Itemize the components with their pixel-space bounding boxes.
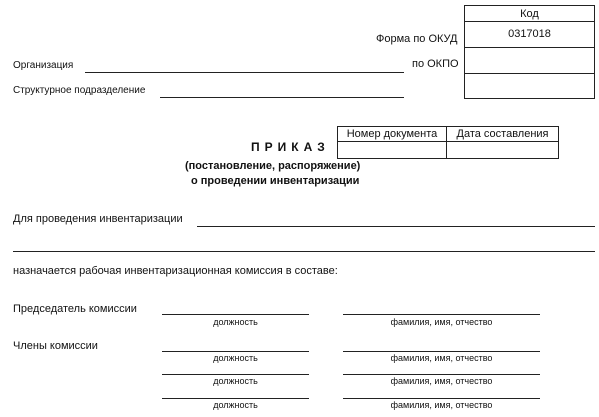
member-2-name-caption: фамилия, имя, отчество <box>390 376 493 386</box>
code-header: Код <box>464 5 595 22</box>
purpose-label: Для проведения инвентаризации <box>13 213 183 225</box>
doc-date-field[interactable] <box>446 141 559 159</box>
organization-label: Организация <box>13 60 74 71</box>
member-2-name-field[interactable] <box>343 374 540 375</box>
purpose-field-continuation[interactable] <box>13 251 595 252</box>
chair-position-field[interactable] <box>162 314 309 315</box>
member-1-name-field[interactable] <box>343 351 540 352</box>
member-2-position-caption: должность <box>213 376 258 386</box>
chair-name-field[interactable] <box>343 314 540 315</box>
document-subtitle: (постановление, распоряжение) <box>185 160 361 172</box>
doc-number-header: Номер документа <box>337 126 447 142</box>
member-3-name-field[interactable] <box>343 398 540 399</box>
member-3-position-field[interactable] <box>162 398 309 399</box>
chair-name-caption: фамилия, имя, отчество <box>390 317 493 327</box>
member-3-position-caption: должность <box>213 400 258 410</box>
member-1-position-field[interactable] <box>162 351 309 352</box>
purpose-field[interactable] <box>197 226 595 227</box>
member-2-position-field[interactable] <box>162 374 309 375</box>
member-1-position-caption: должность <box>213 353 258 363</box>
subdivision-label: Структурное подразделение <box>13 85 146 96</box>
extra-code-cell[interactable] <box>464 73 595 99</box>
subdivision-field[interactable] <box>160 97 404 98</box>
doc-number-field[interactable] <box>337 141 447 159</box>
doc-date-header: Дата составления <box>446 126 559 142</box>
organization-field[interactable] <box>85 72 404 73</box>
okpo-label: по ОКПО <box>412 58 459 70</box>
chair-label: Председатель комиссии <box>13 303 137 315</box>
commission-text: назначается рабочая инвентаризационная комиссия в составе: <box>13 265 338 277</box>
document-subject: о проведении инвентаризации <box>191 175 360 187</box>
okud-label: Форма по ОКУД <box>376 33 458 45</box>
member-1-name-caption: фамилия, имя, отчество <box>390 353 493 363</box>
member-3-name-caption: фамилия, имя, отчество <box>390 400 493 410</box>
okud-value-cell[interactable]: 0317018 <box>464 21 595 48</box>
members-label: Члены комиссии <box>13 340 98 352</box>
document-title: ПРИКАЗ <box>251 140 330 154</box>
okpo-value-cell[interactable] <box>464 47 595 74</box>
chair-position-caption: должность <box>213 317 258 327</box>
